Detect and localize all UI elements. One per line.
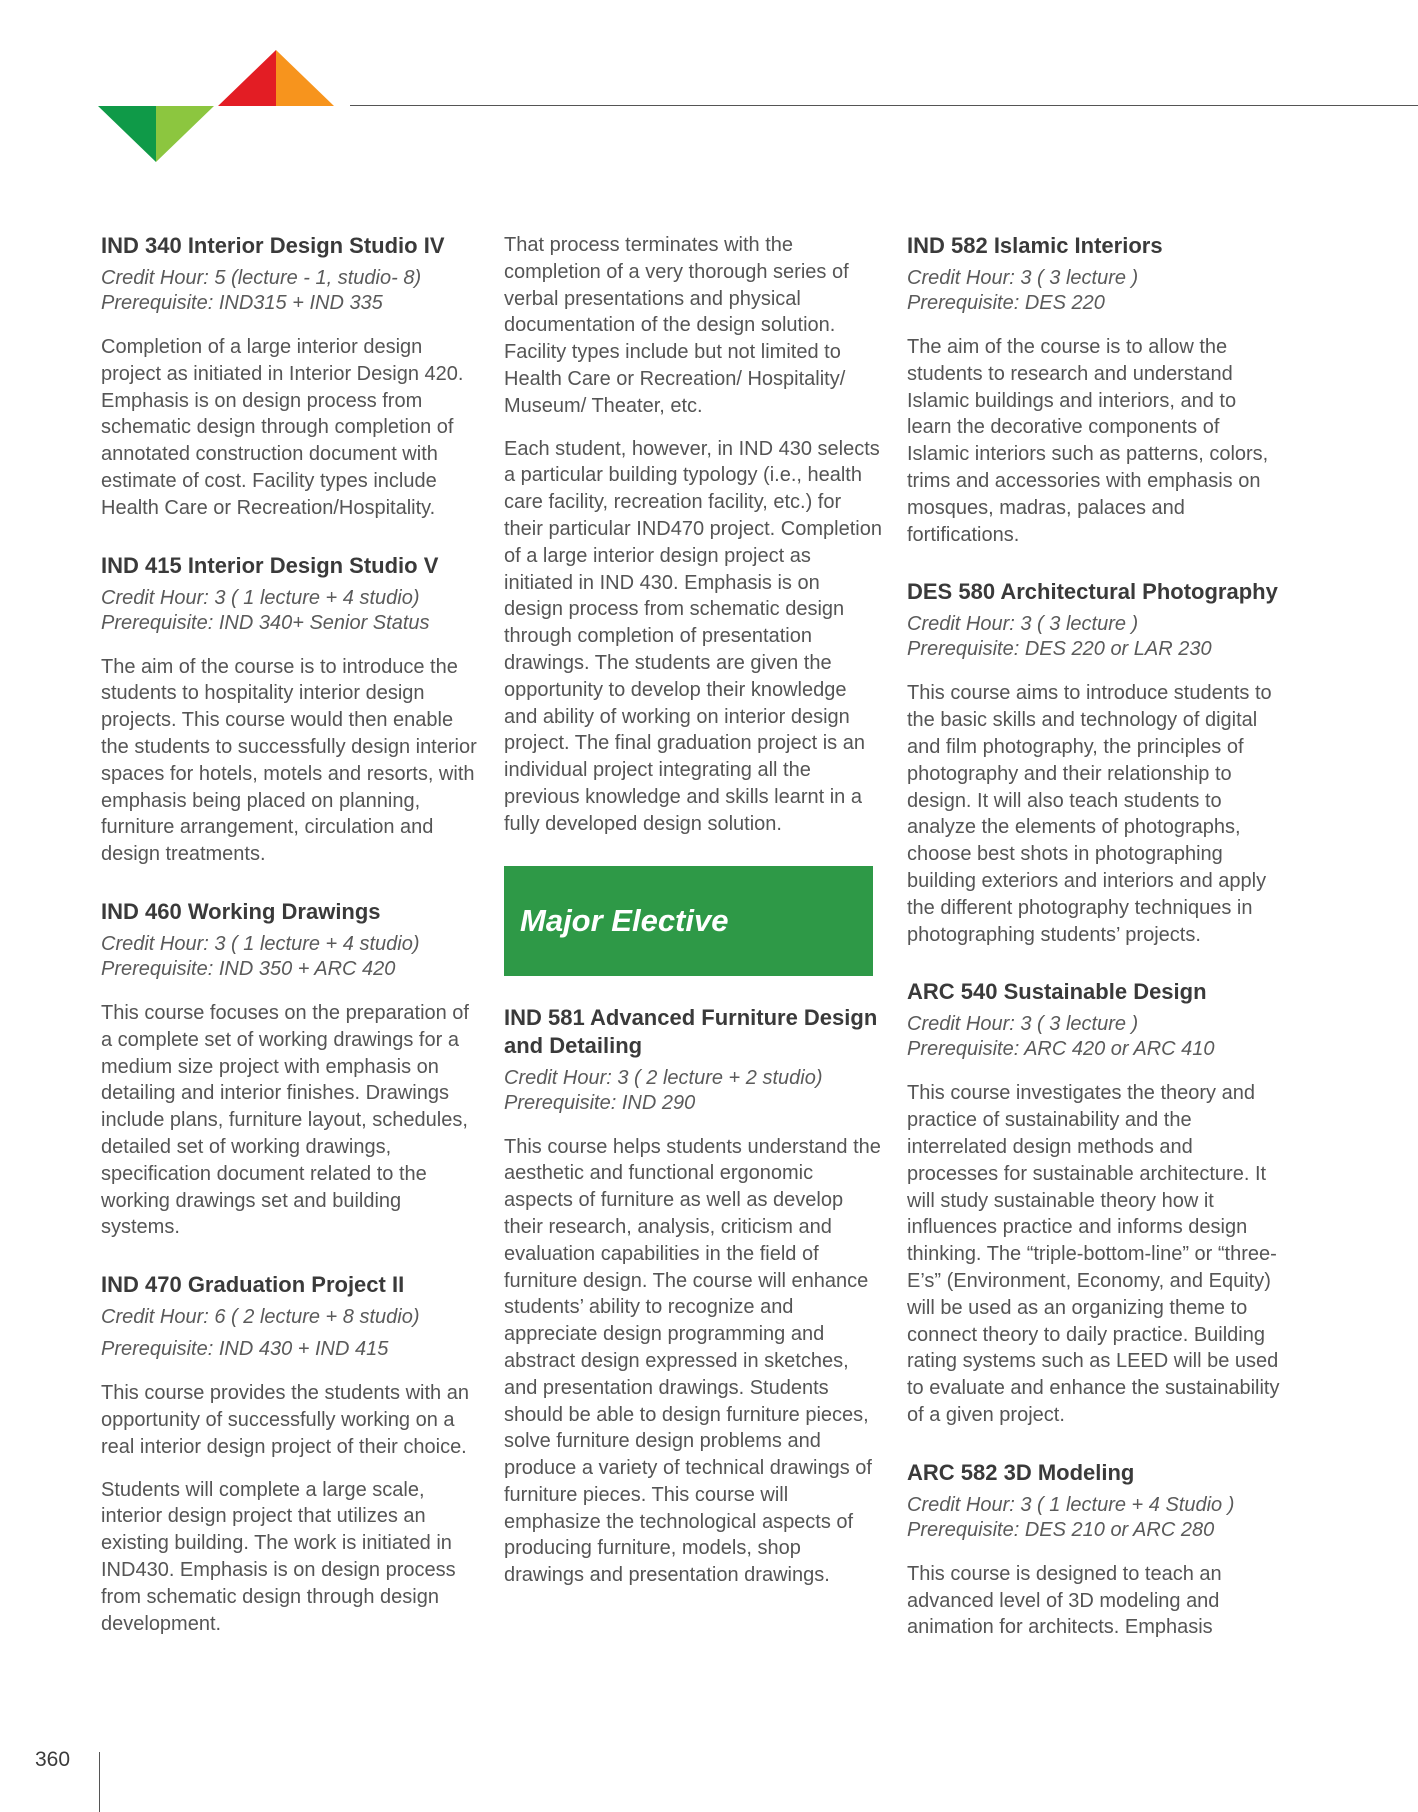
prerequisite: Prerequisite: IND 340+ Senior Status	[101, 611, 430, 634]
course-title: IND 581 Advanced Furniture Design and Detailing	[504, 1004, 878, 1058]
brand-logo	[98, 50, 334, 162]
prerequisite: Prerequisite: IND 350 + ARC 420	[101, 957, 396, 980]
header-rule	[350, 105, 1418, 106]
credit-hours: Credit Hour: 3 ( 1 lecture + 4 studio)	[101, 586, 420, 609]
continued-paragraph: Each student, however, in IND 430 selects a particular building typology (i.e., health care facility, recreation facility, etc.) for their particular IND470 project. Completion of a large interior design project as initiated in IND 430. Emphasis is on design process from schematic design through completion of presentation drawings. The students are given the opportunity to develop their knowledge and ability of working on interior design project. The final graduation project is an individual project integrating all the previous knowledge and skills learnt in a fully developed design solution.	[504, 437, 882, 835]
course-description: The aim of the course is to introduce the students to hospitality interior design projects. This course would then enable the students to successfully design interior spaces for hotels, motels and resorts, with emphasis being placed on planning, furniture arrangement, circulation and design treatments.	[101, 655, 477, 866]
credit-hours: Credit Hour: 3 ( 1 lecture + 4 Studio )	[907, 1493, 1235, 1516]
course-block	[907, 232, 1285, 548]
course-title: IND 340 Interior Design Studio IV	[101, 233, 445, 258]
logo-orange-triangle	[276, 50, 334, 106]
credit-hours: Credit Hour: 3 ( 1 lecture + 4 studio)	[101, 932, 420, 955]
logo-green-triangle	[98, 106, 156, 162]
course-title: DES 580 Architectural Photography	[907, 579, 1278, 605]
section-banner-title: Major Elective	[520, 902, 729, 938]
credit-hours: Credit Hour: 3 ( 3 lecture )	[907, 1013, 1139, 1036]
course-block	[907, 978, 1285, 1428]
course-title: ARC 540 Sustainable Design	[907, 979, 1207, 1005]
prerequisite: Prerequisite: IND 290	[504, 1091, 696, 1114]
page-number: 360	[35, 1748, 71, 1771]
course-block	[907, 1459, 1285, 1641]
course-description: Students will complete a large scale, interior design project that utilizes an existing building. The work is initiated in IND430. Emphasis is on design process from schematic design through design development.	[101, 1478, 456, 1635]
course-title: IND 470 Graduation Project II	[101, 1272, 405, 1298]
course-description: The aim of the course is to allow the students to research and understand Islamic buildings and interiors, and to learn the decorative components of Islamic interiors such as patterns, colors, trims and accessories with emphasis on mosques, madras, palaces and fortifications.	[907, 336, 1269, 546]
course-description: This course is designed to teach an advanced level of 3D modeling and animation for architects. Emphasis	[907, 1562, 1222, 1639]
course-block	[101, 898, 479, 1241]
course-description: This course aims to introduce students to the basic skills and technology of digital and film photography, the principles of photography and their relationship to design. It will also teach students to analyze the elements of photographs, choose best shots in photographing building exteriors and interiors and apply the different photography techniques in photographing students’ projects.	[907, 682, 1272, 946]
course-description: This course investigates the theory and practice of sustainability and the interrelated design methods and processes for sustainable architecture. It will study sustainable theory how it influences practice and informs design thinking. The “triple-bottom-line” or “three-E’s” (Environment, Economy, and Equity) will be used as an organizing theme to connect theory to daily practice. Building rating systems such as LEED will be used to evaluate and enhance the sustainability of a given project.	[907, 1082, 1280, 1426]
course-description: This course provides the students with an opportunity of successfully working on a real interior design project of their choice.	[101, 1382, 469, 1458]
course-block	[101, 552, 479, 868]
prerequisite: Prerequisite: IND 430 + IND 415	[101, 1338, 389, 1361]
course-title: IND 415 Interior Design Studio V	[101, 552, 439, 578]
course-description: This course helps students understand the aesthetic and functional ergonomic aspects of furniture as well as develop their research, analysis, criticism and evaluation capabilities in the field of furniture design. The course will enhance students’ ability to recognize and appreciate design programming and abstract design expressed in sketches, and presentation drawings. Students should be able to design furniture pieces, solve furniture design problems and produce a variety of technical drawings of furniture pieces. This course will emphasize the technological aspects of producing furniture, models, shop drawings and presentation drawings.	[504, 1135, 881, 1587]
course-description: Completion of a large interior design project as initiated in Interior Design 420. Emphasis is on design process from schematic design through completion of annotated construction document with estimate of cost. Facility types include Health Care or Recreation/Hospitality.	[101, 336, 464, 519]
footer-rule	[99, 1752, 100, 1812]
prerequisite: Prerequisite: IND315 + IND 335	[101, 292, 383, 314]
credit-hours: Credit Hour: 3 ( 3 lecture )	[907, 267, 1139, 289]
course-title: ARC 582 3D Modeling	[907, 1459, 1135, 1485]
credit-hours: Credit Hour: 6 ( 2 lecture + 8 studio)	[101, 1306, 420, 1329]
credit-hours: Credit Hour: 3 ( 2 lecture + 2 studio)	[504, 1066, 823, 1089]
column-middle	[504, 232, 882, 1619]
logo-lime-triangle	[156, 106, 214, 162]
credit-hours: Credit Hour: 3 ( 3 lecture )	[907, 613, 1139, 636]
prerequisite: Prerequisite: DES 220 or LAR 230	[907, 638, 1212, 661]
course-block	[907, 578, 1285, 948]
course-block	[101, 232, 479, 522]
course-block	[101, 1271, 479, 1637]
section-banner	[504, 866, 873, 976]
course-block	[504, 1004, 882, 1590]
logo-red-triangle	[218, 50, 276, 106]
column-right	[907, 232, 1285, 1671]
column-left	[101, 232, 479, 1667]
course-description: This course focuses on the preparation of a complete set of working drawings for a medium size project with emphasis on detailing and interior finishes. Drawings include plans, furniture layout, schedules, detailed set of working drawings, specification document related to the working drawings set and building systems.	[101, 1001, 469, 1239]
credit-hours: Credit Hour: 5 (lecture - 1, studio- 8)	[101, 267, 422, 289]
continued-paragraph: That process terminates with the completion of a very thorough series of verbal presentations and physical documentation of the design solution. Facility types include but not limited to Health Care or Recreation/ Hospitality/ Museum/ Theater, etc.	[504, 234, 849, 417]
prerequisite: Prerequisite: DES 210 or ARC 280	[907, 1518, 1215, 1541]
prerequisite: Prerequisite: DES 220	[907, 292, 1105, 314]
course-title: IND 582 Islamic Interiors	[907, 233, 1163, 258]
course-title: IND 460 Working Drawings	[101, 898, 381, 924]
prerequisite: Prerequisite: ARC 420 or ARC 410	[907, 1038, 1215, 1061]
